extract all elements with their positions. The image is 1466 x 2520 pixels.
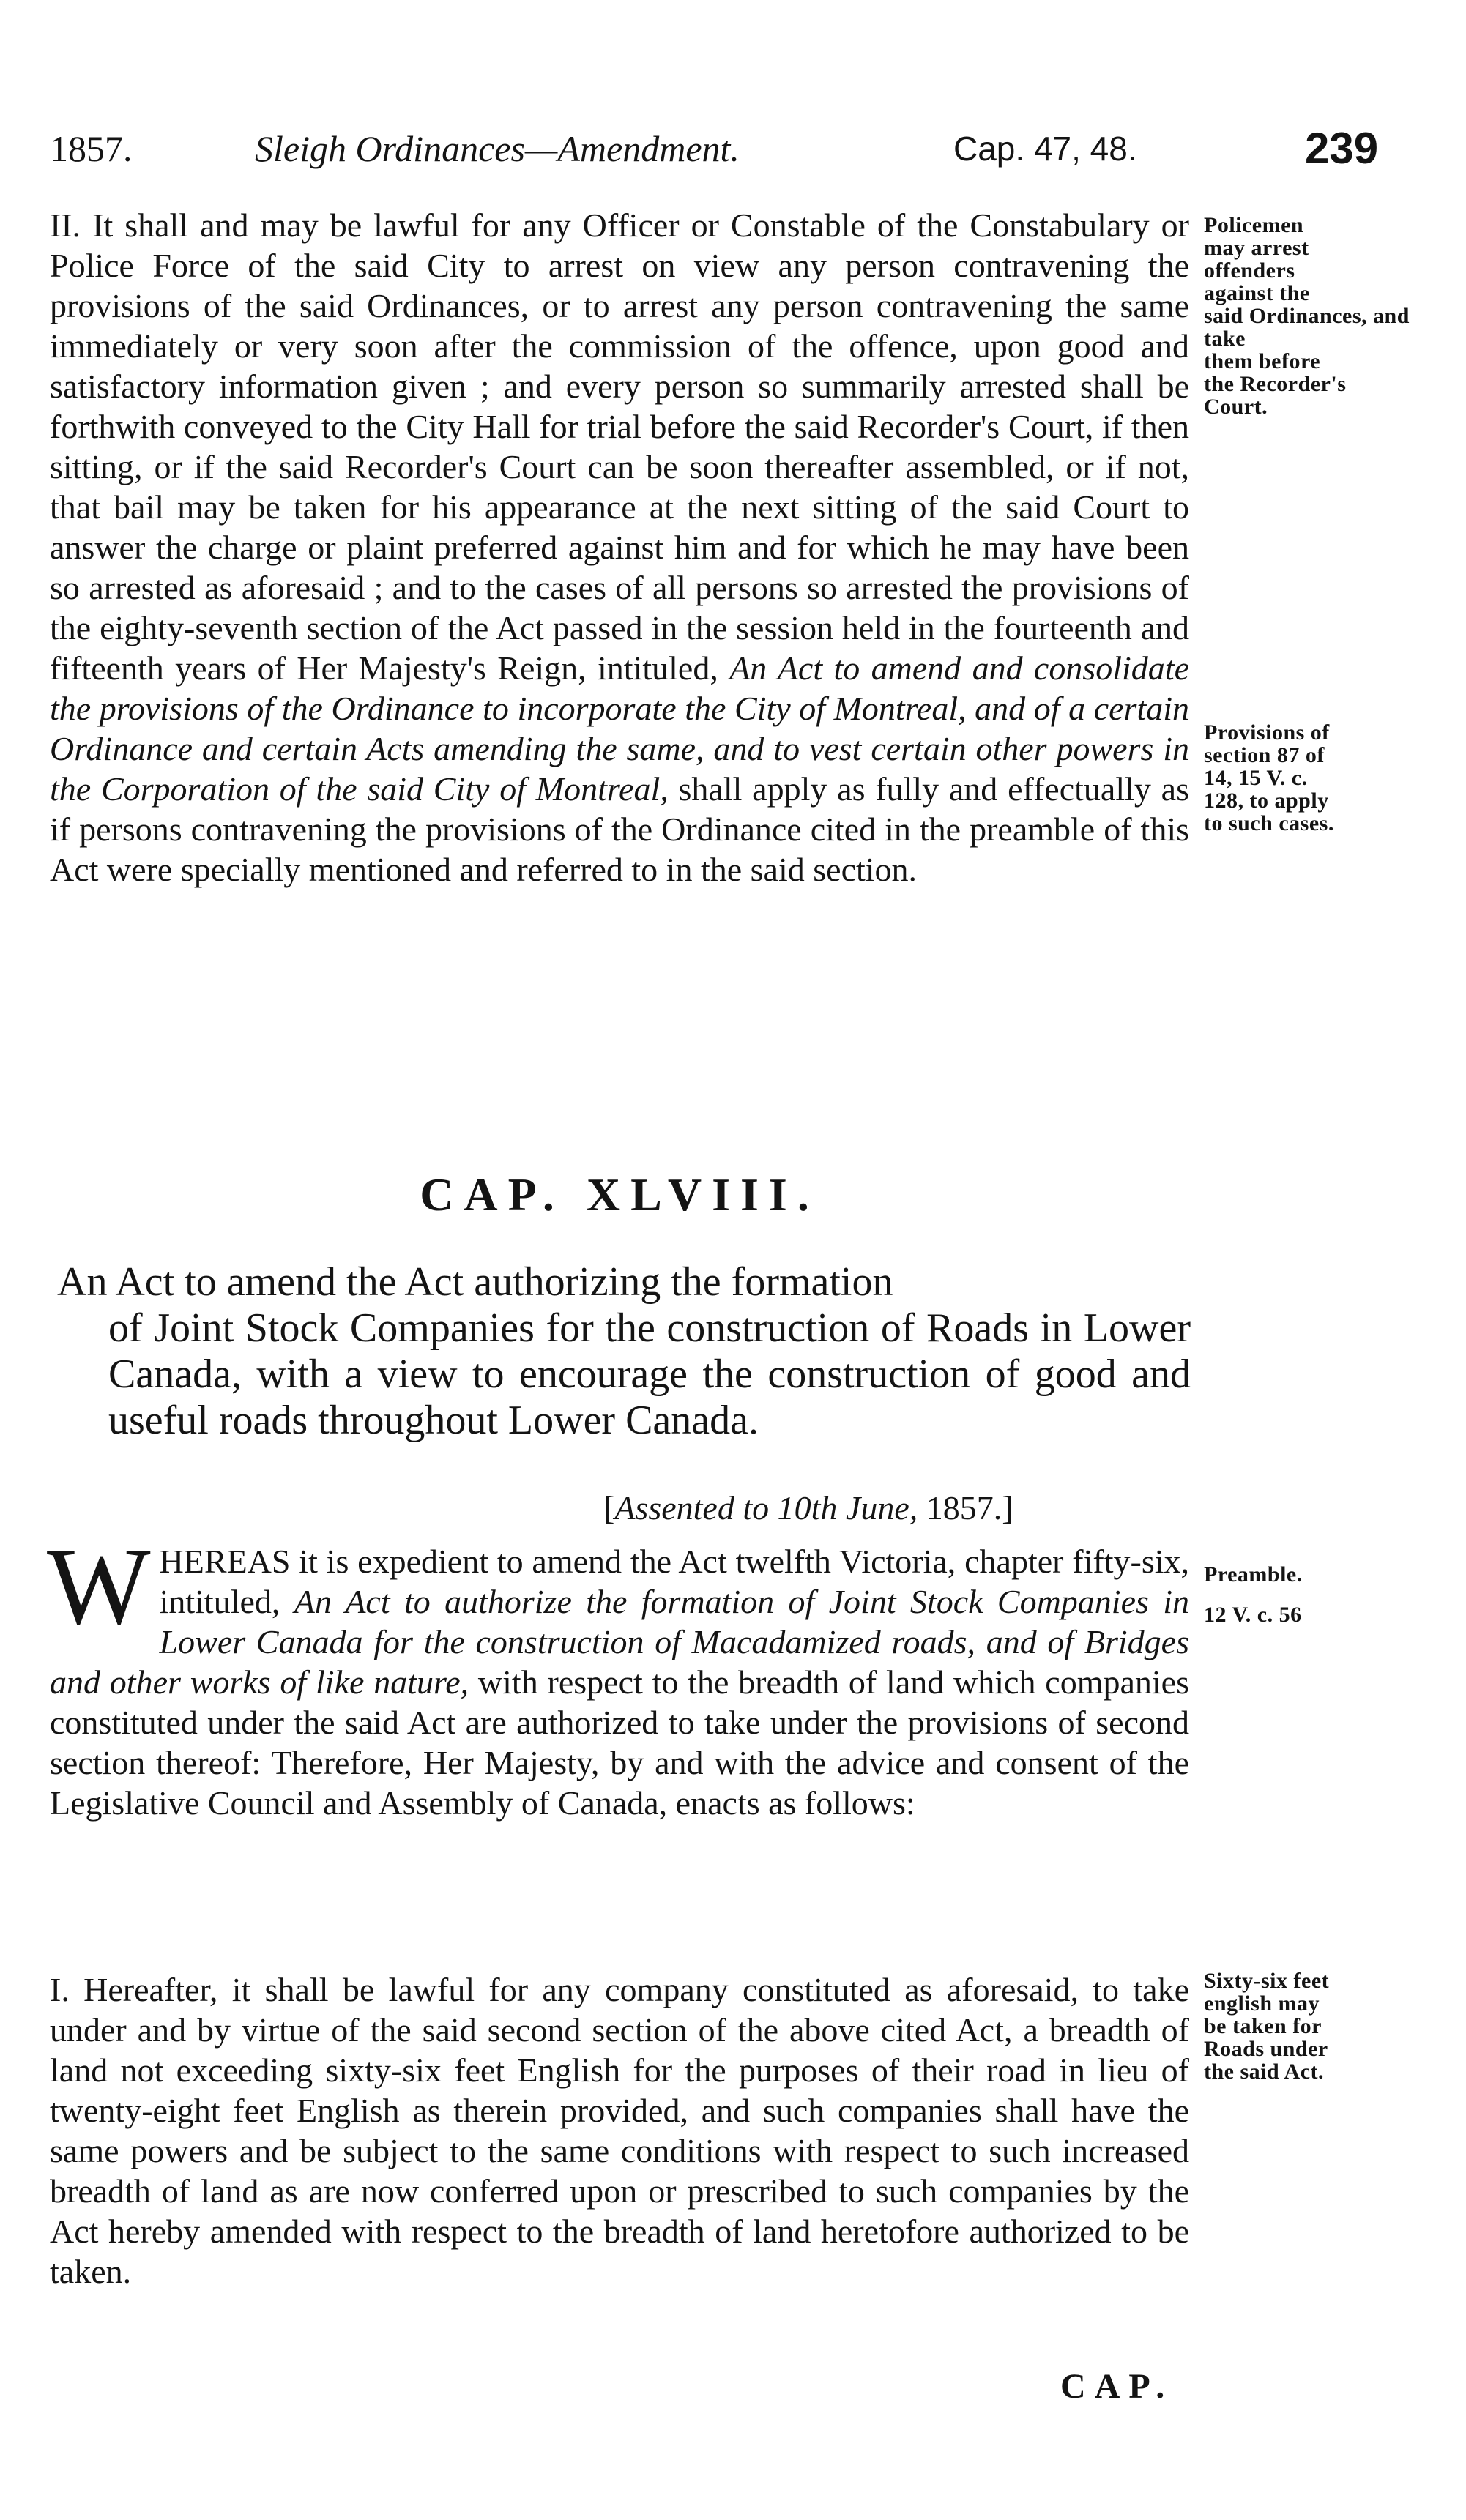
section-ii-act-title: An Act to amend and consolidate the provisions of the Ordinance to incorporate the City of Montreal, and of a certain Ordinance and certain Acts amending the same, and to vest certain other powers in the Corporation of the said City of Montreal, xyxy=(50,649,1189,808)
margin-note-preamble: Preamble. xyxy=(1204,1562,1303,1587)
margin-note-statute: 12 V. c. 56 xyxy=(1204,1603,1302,1627)
header-title: Sleigh Ordinances—Amendment. xyxy=(255,128,740,169)
margin-note-policemen: Policemen may arrest offenders against the said Ordinances, and take them before the Recorder's Court. xyxy=(1204,213,1410,419)
section-ii-text-end: shall apply as fully and effectually as if persons contravening the provisions of the Ordinance cited in the preamble of this Act were specially mentioned and referred to in the said section. xyxy=(50,770,1189,888)
act-long-title xyxy=(57,1259,1191,1444)
chapter-heading: CAP. XLVIII. xyxy=(420,1168,819,1220)
preamble-text: HEREAS it is expedient to amend the Act twelfth Victoria, chapter fifty-six, intituled, xyxy=(159,1543,1189,1620)
margin-note-provisions: Provisions of section 87 of 14, 15 V. c. 128, to apply to such cases. xyxy=(1204,720,1334,835)
assent-italic: Assented to 10th June, xyxy=(614,1489,918,1526)
long-title-rest: of Joint Stock Companies for the construction of Roads in Lower Canada, with a view to encourage the construction of good and useful roads throughout Lower Canada. xyxy=(108,1305,1191,1443)
assent-close: 1857.] xyxy=(918,1489,1013,1526)
long-title-first-line: An Act to amend the Act authorizing the formation xyxy=(57,1259,893,1305)
preamble xyxy=(47,1526,1189,1823)
header-year: 1857. xyxy=(50,128,133,169)
preamble-text-end: with respect to the breadth of land which companies constituted under the said Act are authorized to take under the provisions of second section thereof: Therefore, Her Majesty, by and with the advice and consent of the Legislative Council and Assembly of Canada, enacts as follows: xyxy=(50,1663,1189,1822)
catchword: CAP. xyxy=(1060,2367,1174,2406)
section-ii-text: II. It shall and may be lawful for any Officer or Constable of the Constabulary or Police Force of the said City to arrest on view any person contravening the provisions of the said Ordinances, or to arrest any person contravening the same immediately or very soon after the commission of the offence, upon good and satisfactory information given ; and every person so summarily arrested shall be forthwith conveyed to the City Hall for trial before the said Recorder's Court, if then sitting, or if the said Recorder's Court can be soon thereafter assembled, or if not, that bail may be taken for his appearance at the next sitting of the said Court to answer the charge or plaint preferred against him and for which he may have been so arrested as aforesaid ; and to the cases of all persons so arrested the provisions of the eighty-seventh section of the Act passed in the session held in the fourteenth and fifteenth years of Her Majesty's Reign, intituled, xyxy=(50,206,1189,687)
assent-date xyxy=(603,1488,1013,1527)
section-ii xyxy=(50,205,1189,890)
preamble-act-title: An Act to authorize the formation of Joint Stock Companies in Lower Canada for the construction of Macadamized roads, and of Bridges and other works of like nature, xyxy=(50,1583,1189,1701)
section-i-text: I. Hereafter, it shall be lawful for any company constituted as aforesaid, to take under and by virtue of the said second section of the above cited Act, a breadth of land not exceeding sixty-six feet English for the purposes of their road in lieu of twenty-eight feet English as therein provided, and such companies shall have the same powers and be subject to the same conditions with respect to such increased breadth of land as are now conferred upon or prescribed to such companies by the Act hereby amended with respect to the breadth of land heretofore authorized to be taken. xyxy=(50,1971,1189,2290)
margin-note-sixty-six-feet: Sixty-six feet english may be taken for Roads under the said Act. xyxy=(1204,1969,1330,2084)
drop-cap: W xyxy=(47,1526,151,1647)
header-chapters: Cap. 47, 48. xyxy=(953,130,1137,168)
assent-open: [ xyxy=(603,1489,615,1526)
section-i xyxy=(50,1969,1189,2292)
page-number: 239 xyxy=(1305,124,1379,173)
